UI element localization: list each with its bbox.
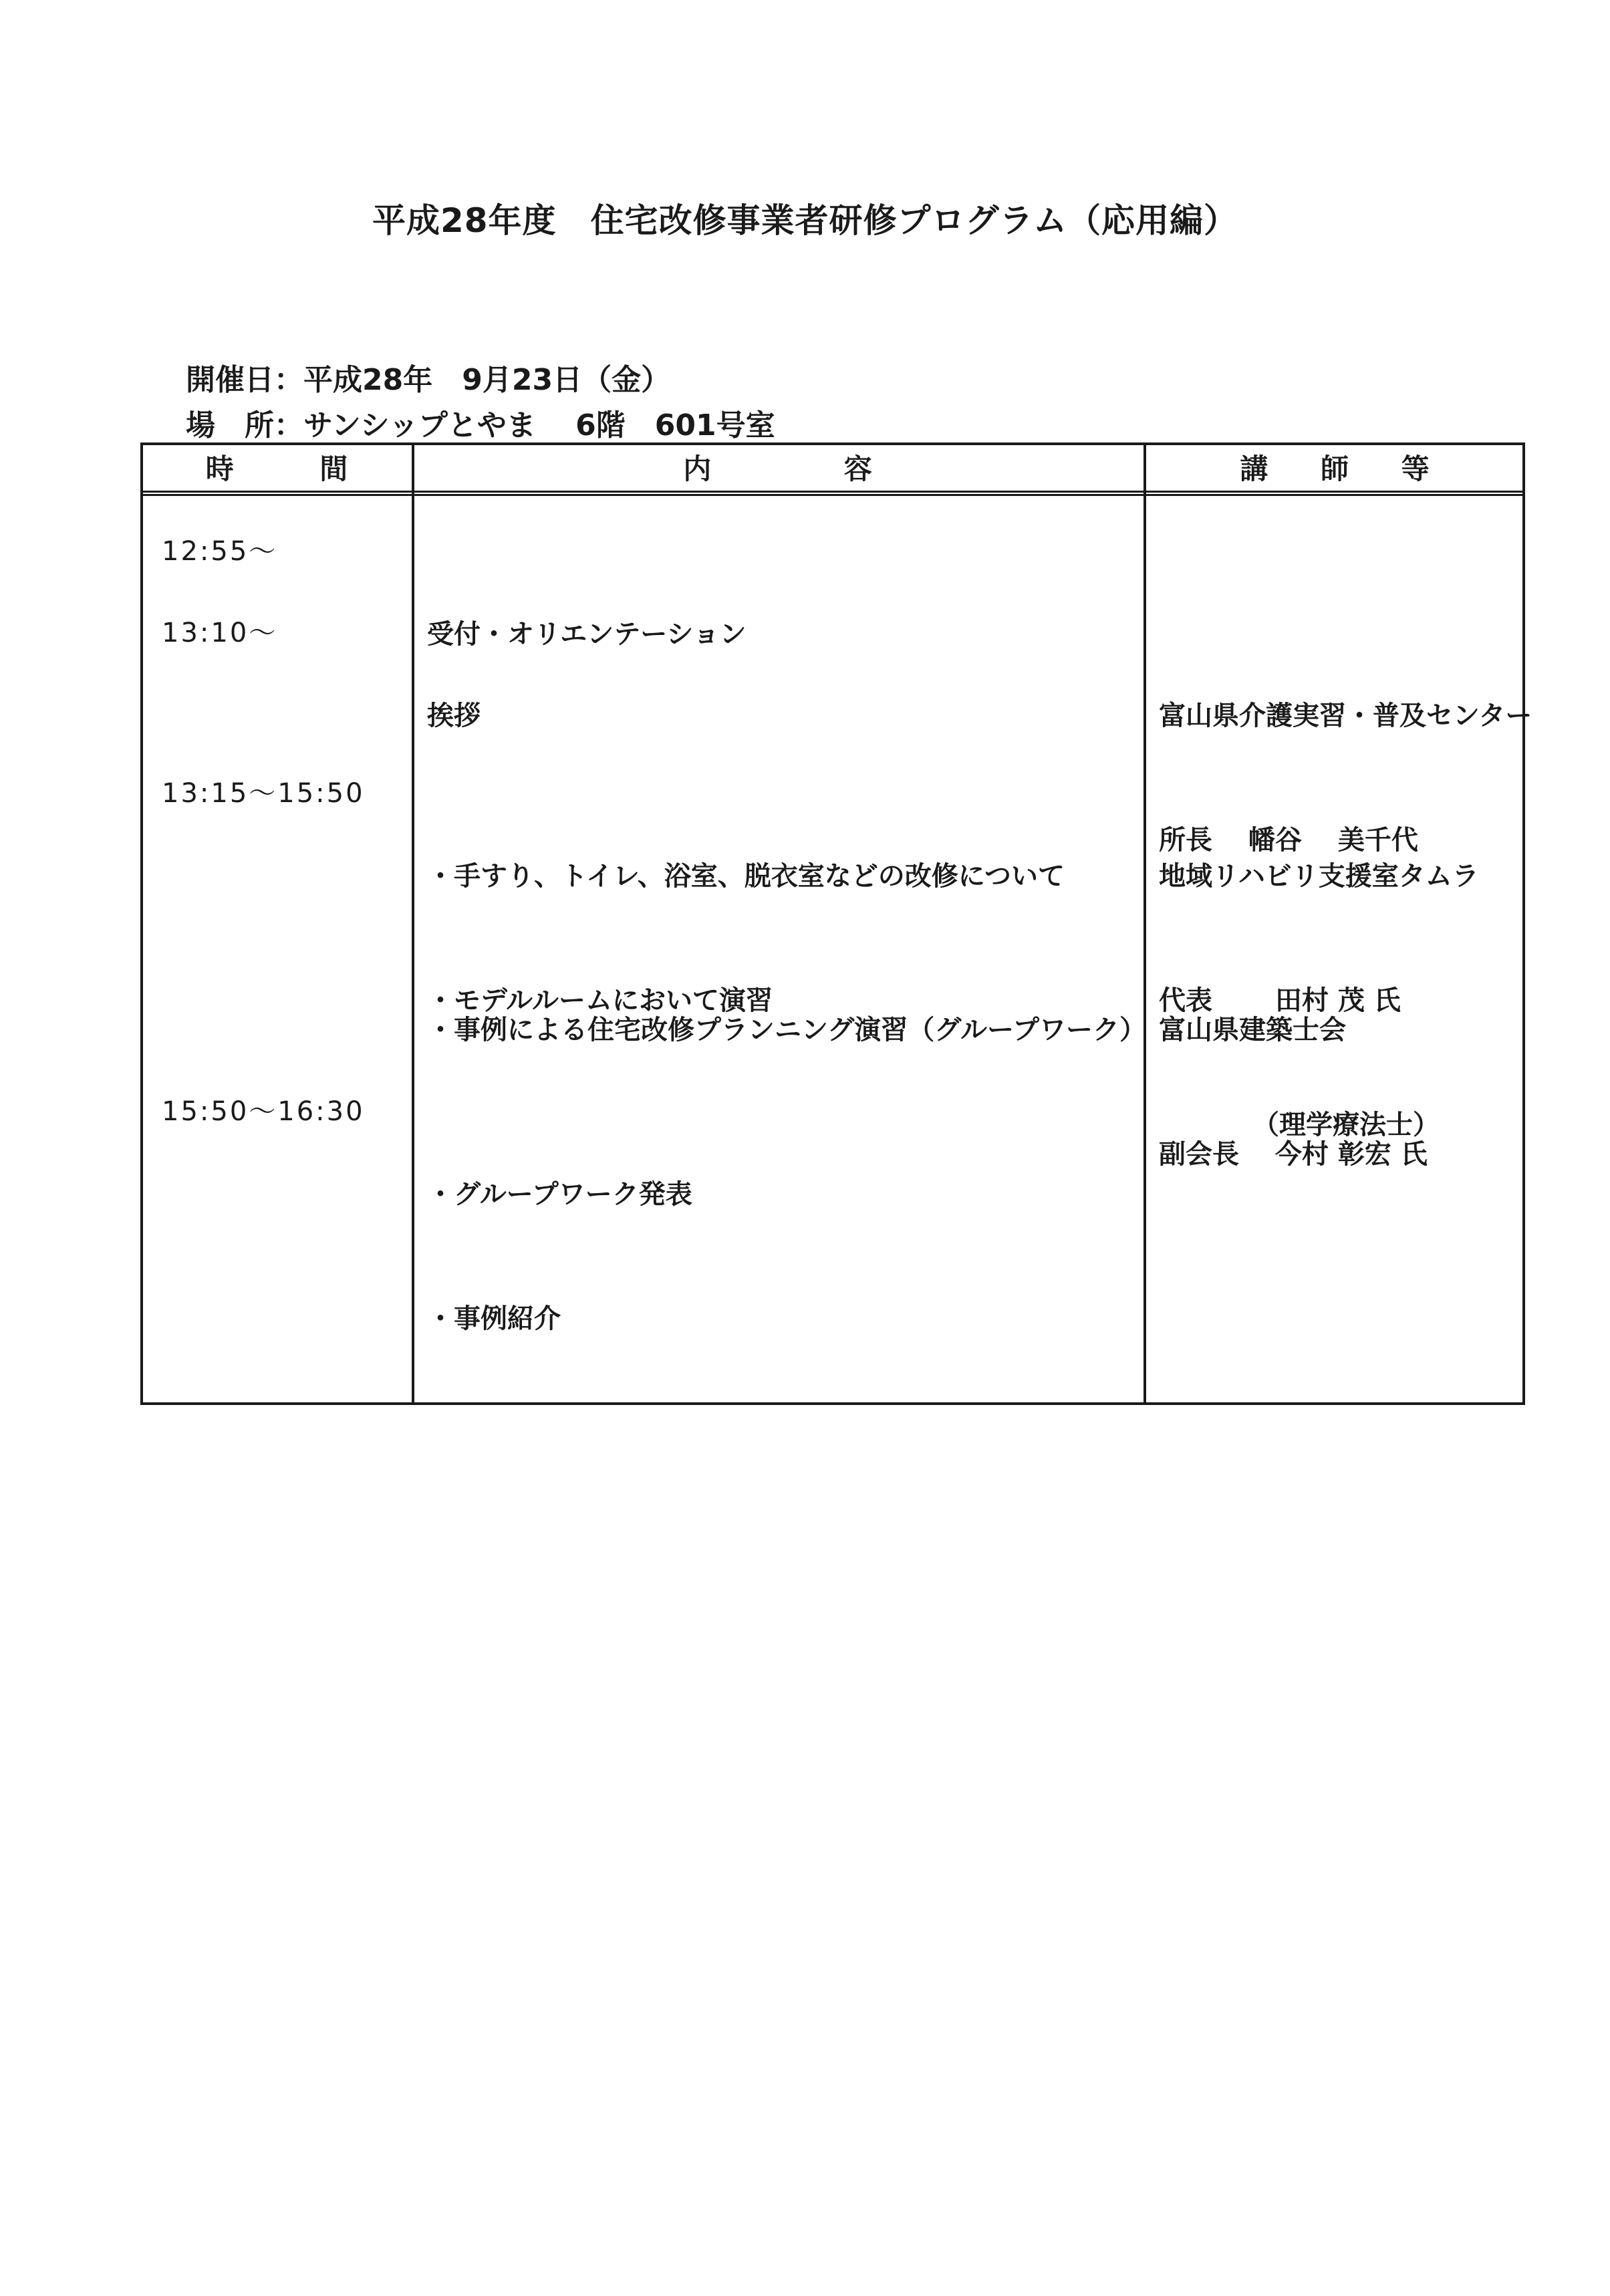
lecturer-line: 所長 幡谷 美千代 (1159, 825, 1418, 856)
header-content: 内 容 (683, 453, 874, 485)
column-divider (1144, 445, 1146, 1402)
row-time: 12:55～ (162, 536, 278, 567)
lecturer-line: 副会長 今村 彰宏 氏 (1159, 1139, 1428, 1170)
content-line: ・事例紹介 (427, 1303, 561, 1334)
lecturer-line: 地域リハビリ支援室タムラ (1159, 861, 1479, 892)
row-time: 15:50～16:30 (162, 1096, 365, 1127)
row-time: 13:10～ (162, 618, 278, 648)
content-line: 挨拶 (427, 700, 481, 731)
date-label: 開催日： (186, 363, 303, 397)
lecturer-line: 富山県介護実習・普及センター (1159, 700, 1532, 731)
content-line: ・事例による住宅改修プランニング演習（グループワーク） (427, 1015, 1146, 1045)
header-divider (143, 491, 1522, 496)
lecturer-line: 富山県建築士会 (1159, 1015, 1346, 1045)
row-time: 13:15～15:50 (162, 778, 365, 809)
content-line: ・モデルルームにおいて演習 (427, 985, 773, 1016)
place-value: サンシップとやま 6階 601号室 (303, 408, 775, 442)
lecturer-line: （理学療法士） (1159, 1110, 1440, 1140)
date-value: 平成28年 9月23日（金） (303, 363, 671, 397)
place-label: 場 所： (186, 408, 303, 442)
content-line: ・グループワーク発表 (427, 1179, 692, 1210)
row-lecturer (1159, 926, 1428, 1258)
event-place (186, 401, 775, 444)
event-date (186, 356, 670, 398)
program-table (140, 442, 1532, 1405)
page-title: 平成28年度 住宅改修事業者研修プログラム（応用編） (372, 201, 1238, 240)
lecturer-line: 代表 田村 茂 氏 (1159, 985, 1401, 1016)
column-divider (412, 445, 414, 1402)
content-line: ・手すり、トイレ、浴室、脱衣室などの改修について (427, 861, 1065, 892)
header-lecturer: 講 師 等 (1240, 453, 1431, 485)
header-time: 時 間 (205, 453, 350, 485)
content-line: 受付・オリエンテーション (427, 619, 747, 650)
row-content (427, 1091, 692, 1422)
